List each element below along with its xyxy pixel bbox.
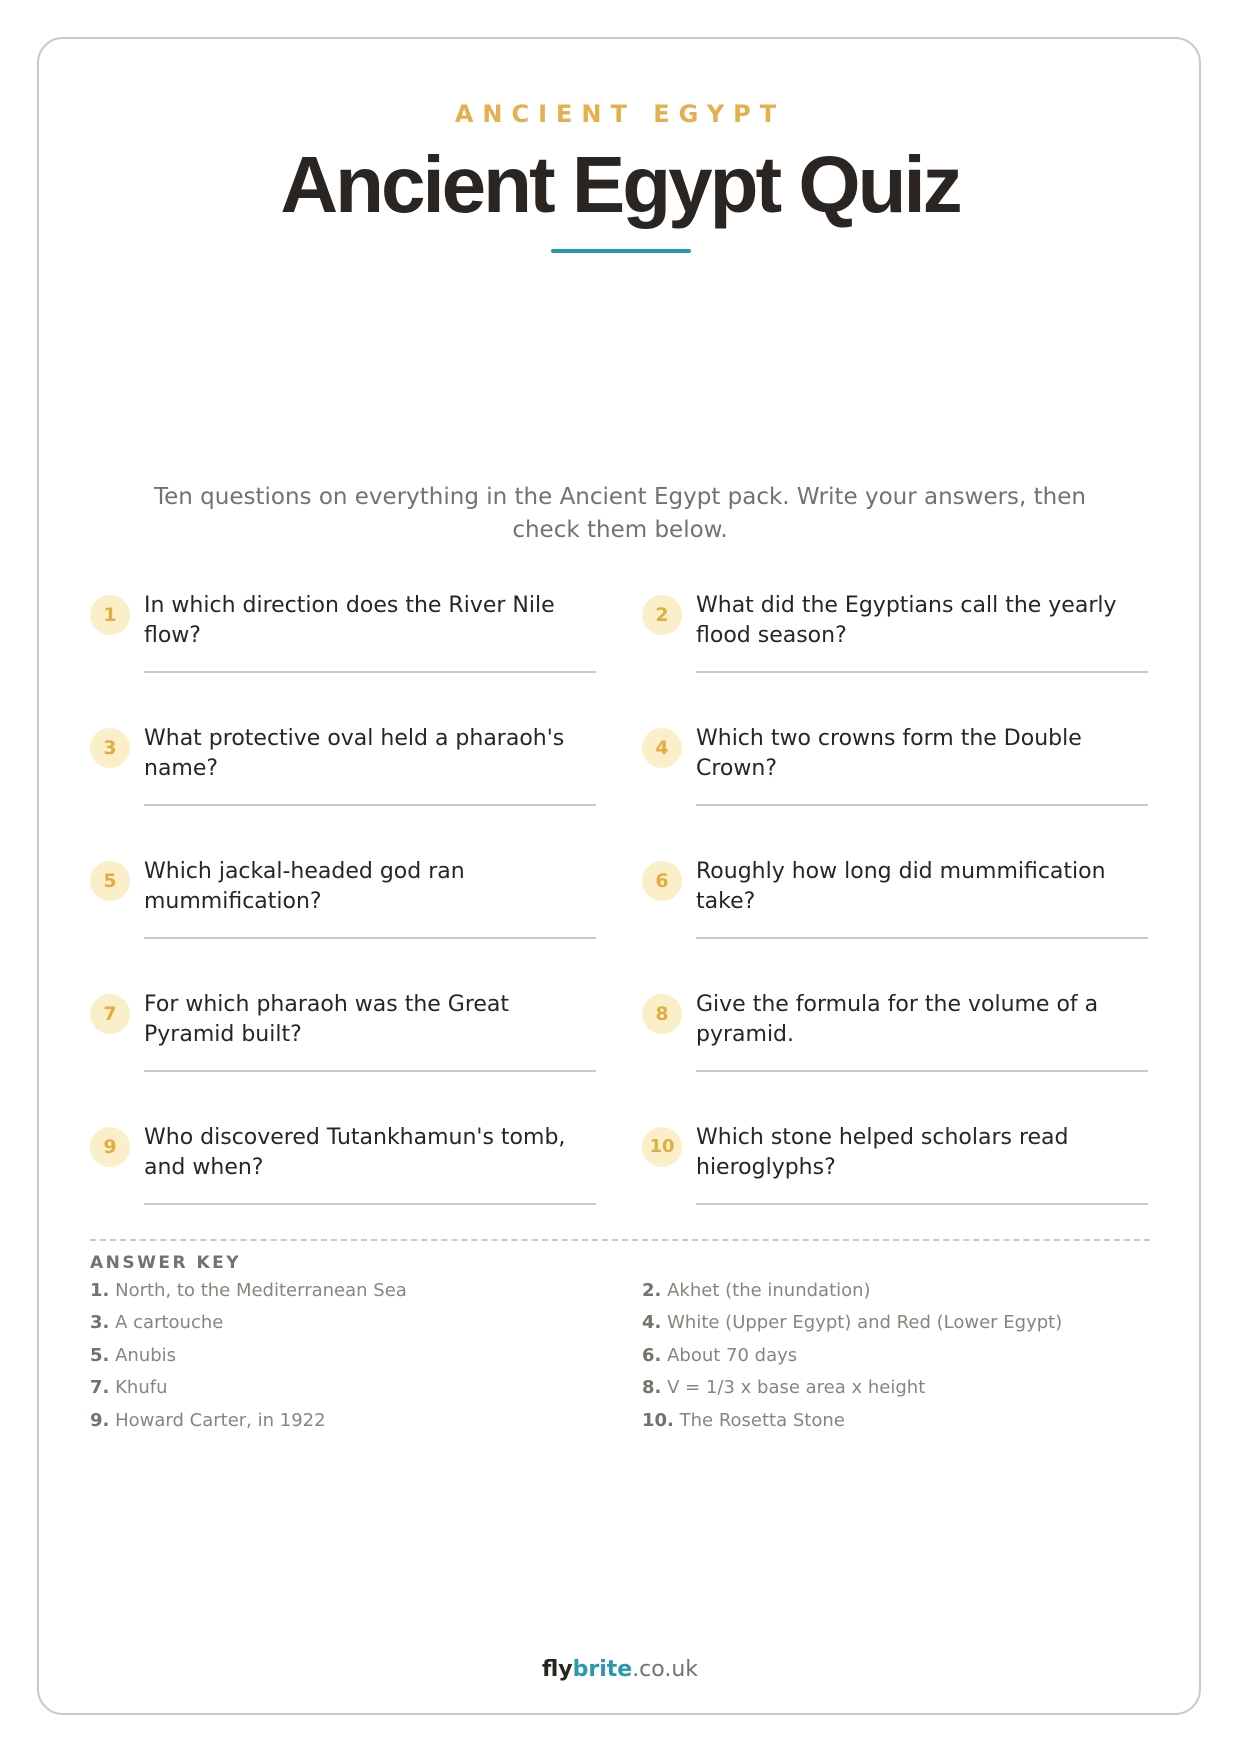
question-text: Give the formula for the volume of a pyramid. — [696, 992, 1099, 1047]
question-number-badge: 4 — [642, 728, 682, 768]
answer-number: 7. — [90, 1377, 110, 1398]
answer-number: 1. — [90, 1280, 110, 1301]
question-number-badge: 1 — [90, 595, 130, 635]
answer-line[interactable] — [696, 671, 1148, 673]
answer-key-divider — [90, 1239, 1150, 1241]
question-5 — [90, 853, 620, 943]
brand-fly: fly — [541, 1657, 573, 1682]
answer-text: Akhet (the inundation) — [667, 1280, 871, 1301]
answer-text: Khufu — [115, 1377, 168, 1398]
answer-key-heading: ANSWER KEY — [90, 1253, 242, 1273]
answer-text: White (Upper Egypt) and Red (Lower Egypt) — [667, 1312, 1063, 1333]
answer-line[interactable] — [696, 804, 1148, 806]
question-number-badge: 3 — [90, 728, 130, 768]
eyebrow-label: ANCIENT EGYPT — [454, 100, 786, 128]
question-9 — [90, 1119, 620, 1209]
intro-text: Ten questions on everything in the Ancient Egypt pack. Write your answers, then check them below. — [153, 484, 1086, 543]
answer-item — [90, 1409, 326, 1433]
answer-item — [642, 1344, 797, 1368]
question-number-badge: 10 — [642, 1127, 682, 1167]
brand-domain: .co.uk — [632, 1657, 699, 1682]
answer-line[interactable] — [696, 1070, 1148, 1072]
answer-text: A cartouche — [115, 1312, 224, 1333]
answer-number: 8. — [642, 1377, 662, 1398]
question-7 — [90, 986, 620, 1076]
answer-item — [642, 1311, 1062, 1335]
question-4 — [642, 720, 1172, 810]
question-number-badge: 2 — [642, 595, 682, 635]
answer-line[interactable] — [144, 804, 596, 806]
question-text: Which stone helped scholars read hieroglyphs? — [696, 1125, 1069, 1180]
answer-text: Anubis — [115, 1345, 177, 1366]
question-number-badge: 5 — [90, 861, 130, 901]
question-1 — [90, 587, 620, 677]
question-number-badge: 9 — [90, 1127, 130, 1167]
question-number-badge: 8 — [642, 994, 682, 1034]
brand-brite: brite — [572, 1657, 633, 1682]
footer-brand[interactable] — [0, 1657, 1240, 1682]
answer-line[interactable] — [144, 1070, 596, 1072]
answer-line[interactable] — [144, 1203, 596, 1205]
answer-text: V = 1/3 x base area x height — [667, 1377, 926, 1398]
answer-number: 6. — [642, 1345, 662, 1366]
answer-number: 10. — [642, 1410, 674, 1431]
question-8 — [642, 986, 1172, 1076]
answer-line[interactable] — [144, 671, 596, 673]
answer-line[interactable] — [696, 937, 1148, 939]
title-underline — [551, 249, 691, 253]
answer-number: 2. — [642, 1280, 662, 1301]
question-text: Which jackal-headed god ran mummification? — [144, 859, 465, 914]
question-text: What did the Egyptians call the yearly flood season? — [696, 593, 1117, 648]
question-10 — [642, 1119, 1172, 1209]
answer-number: 4. — [642, 1312, 662, 1333]
question-6 — [642, 853, 1172, 943]
answer-number: 3. — [90, 1312, 110, 1333]
answer-number: 9. — [90, 1410, 110, 1431]
question-text: Who discovered Tutankhamun's tomb, and when? — [144, 1125, 566, 1180]
answer-item — [90, 1344, 176, 1368]
answer-line[interactable] — [144, 937, 596, 939]
question-text: In which direction does the River Nile flow? — [144, 593, 555, 648]
question-2 — [642, 587, 1172, 677]
question-number-badge: 6 — [642, 861, 682, 901]
answer-text: Howard Carter, in 1922 — [115, 1410, 326, 1431]
question-number-badge: 7 — [90, 994, 130, 1034]
question-text: What protective oval held a pharaoh's name? — [144, 726, 565, 781]
page-title: Ancient Egypt Quiz — [280, 140, 960, 229]
answer-item — [90, 1376, 167, 1400]
answer-text: North, to the Mediterranean Sea — [115, 1280, 407, 1301]
answer-item — [90, 1279, 407, 1303]
answer-text: About 70 days — [667, 1345, 798, 1366]
question-3 — [90, 720, 620, 810]
answer-line[interactable] — [696, 1203, 1148, 1205]
answer-item — [642, 1376, 925, 1400]
answer-item — [642, 1409, 845, 1433]
question-text: Which two crowns form the Double Crown? — [696, 726, 1082, 781]
answer-text: The Rosetta Stone — [679, 1410, 845, 1431]
question-text: For which pharaoh was the Great Pyramid built? — [144, 992, 510, 1047]
answer-number: 5. — [90, 1345, 110, 1366]
answer-item — [90, 1311, 223, 1335]
answer-item — [642, 1279, 871, 1303]
question-text: Roughly how long did mummification take? — [696, 859, 1106, 914]
